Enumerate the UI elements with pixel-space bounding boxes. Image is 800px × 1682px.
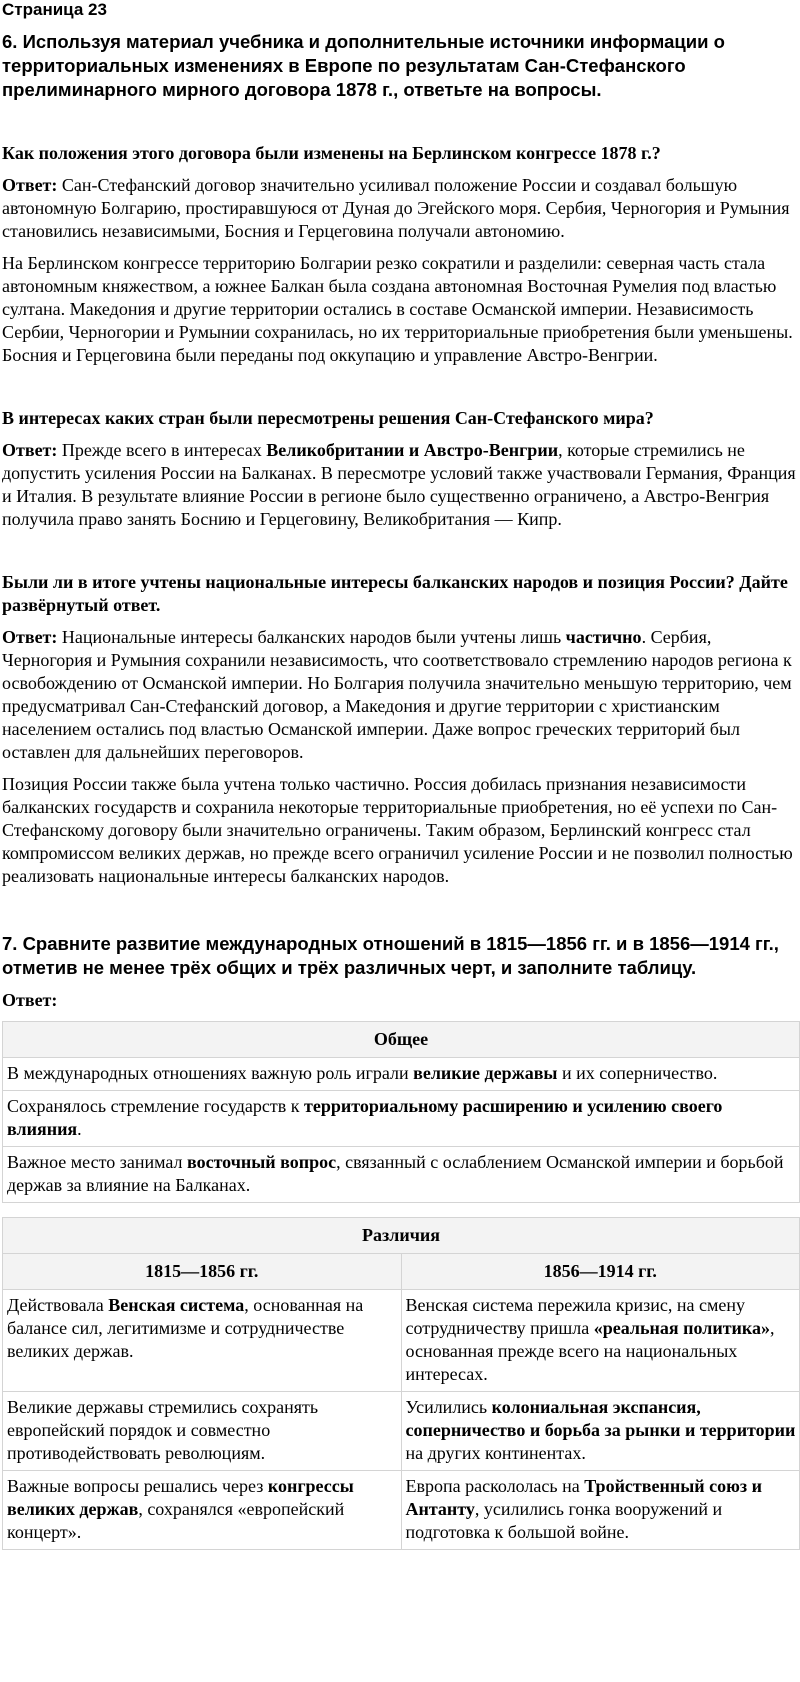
question-2: В интересах каких стран были пересмотрены решения Сан-Стефанского мира? xyxy=(2,408,654,428)
column-header-1815-1856: 1815—1856 гг. xyxy=(3,1254,402,1290)
answer-3-paragraph-2: Позиция России также была учтена только частично. Россия добилась признания независимости балканских государств и сохранила некоторые территориальные приобретения, но её успехи по Сан-Стефанскому договору были значительно ограничены. Таким образом, Берлинский конгресс стал компромиссом великих держав, но прежде всего ограничил усиление России и не позволил полностью реализовать национальные интересы балканских народов. xyxy=(2,774,793,886)
table-row: В международных отношениях важную роль играли великие державы и их соперничество. xyxy=(3,1058,800,1091)
answer-label: Ответ: xyxy=(2,627,58,647)
table-row: Важное место занимал восточный вопрос, связанный с ослаблением Османской империи и борьбой держав за влияние на Балканах. xyxy=(3,1147,800,1203)
answer-1-paragraph-1: Ответ: Сан-Стефанский договор значительно усиливал положение России и создавал большую автономную Болгарию, простиравшуюся от Дуная до Эгейского моря. Сербия, Черногория и Румыния становились независимыми, Босния и Герцеговина получали автономию. xyxy=(2,175,790,241)
answer-label: Ответ: xyxy=(2,440,58,460)
table-row: Действовала Венская система, основанная на балансе сил, легитимизме и сотрудничестве великих держав. Венская система пережила кризис, на смену сотрудничеству пришла «реальная политика», основанная прежде всего на национальных интересах. xyxy=(3,1290,800,1392)
answer-2-paragraph-1: Ответ: Прежде всего в интересах Великобритании и Австро-Венгрии, которые стремились не допустить усиления России на Балканах. В пересмотре условий также участвовали Германия, Франция и Италия. В результате влияние России в регионе было существенно ограничено, а Австро-Венгрия получила право занять Боснию и Герцеговину, Великобритания — Кипр. xyxy=(2,440,796,529)
answer-1-paragraph-2: На Берлинском конгрессе территорию Болгарии резко сократили и разделили: северная часть стала автономным княжеством, а южнее Балкан была создана автономная Восточная Румелия под властью султана. Македония и другие территории остались в составе Османской империи. Независимость Сербии, Черногории и Румынии сохранилась, но их территориальные приобретения были уменьшены. Босния и Герцеговина были переданы под оккупацию и управление Австро-Венгрии. xyxy=(2,253,793,365)
task-7-title: 7. Сравните развитие международных отношений в 1815—1856 гг. и в 1856—1914 гг., отметив не менее трёх общих и трёх различных черт, и заполните таблицу. xyxy=(2,933,779,978)
answer-label: Ответ: xyxy=(2,175,58,195)
common-table-header: Общее xyxy=(3,1022,800,1058)
task-6-title: 6. Используя материал учебника и дополнительные источники информации о территориальных изменениях в Европе по результатам Сан-Стефанского прелиминарного мирного договора 1878 г., ответьте на вопросы. xyxy=(2,31,725,100)
page-number-label: Страница 23 xyxy=(2,0,107,19)
differences-table xyxy=(2,1217,800,1550)
answer-3-paragraph-1: Ответ: Национальные интересы балканских народов были учтены лишь частично. Сербия, Черногория и Румыния сохранили независимость, что соответствовало стремлению народов региона к освобождению от Османской империи. Но Болгария получила значительно меньшую территорию, чем предусматривал Сан-Стефанский договор, а Македония и другие территории с христианским населением остались под властью Османской империи. Даже вопрос греческих территорий был оставлен для дальнейших переговоров. xyxy=(2,627,792,762)
question-3: Были ли в итоге учтены национальные интересы балканских народов и позиция России? Дайте развёрнутый ответ. xyxy=(2,572,788,615)
question-1: Как положения этого договора были изменены на Берлинском конгрессе 1878 г.? xyxy=(2,143,661,163)
task-7-answer-label: Ответ: xyxy=(2,990,58,1010)
table-row: Великие державы стремились сохранять европейский порядок и совместно противодействовать революциям. Усилились колониальная экспансия, соперничество и борьба за рынки и территории на других континентах. xyxy=(3,1392,800,1471)
table-row: Важные вопросы решались через конгрессы великих держав, сохранялся «европейский концерт». Европа раскололась на Тройственный союз и Антанту, усилились гонка вооружений и подготовка к большой войне. xyxy=(3,1471,800,1550)
column-header-1856-1914: 1856—1914 гг. xyxy=(401,1254,800,1290)
differences-table-header: Различия xyxy=(3,1218,800,1254)
table-row: Сохранялось стремление государств к территориальному расширению и усилению своего влияния. xyxy=(3,1091,800,1147)
common-features-table xyxy=(2,1021,800,1203)
